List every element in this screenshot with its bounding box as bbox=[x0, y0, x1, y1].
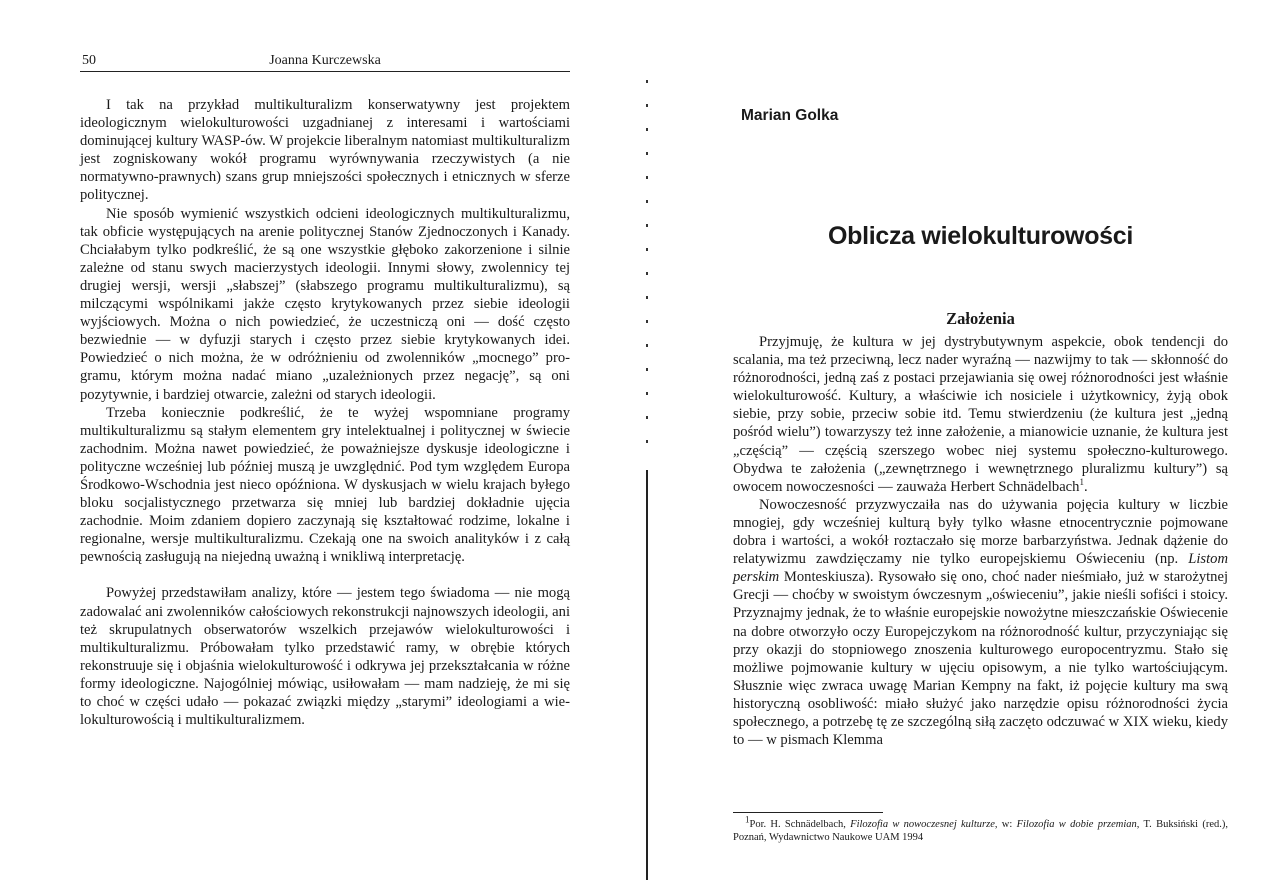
gutter-mark bbox=[646, 320, 648, 323]
gutter-mark bbox=[646, 200, 648, 203]
footnote-text bbox=[733, 814, 1229, 844]
gutter-mark bbox=[646, 272, 648, 275]
gutter-mark bbox=[646, 392, 648, 395]
section-heading: Założenia bbox=[946, 309, 1015, 328]
right-page-body bbox=[733, 333, 1228, 749]
gutter-mark bbox=[646, 128, 648, 131]
footnote-italic-title: Filozofia w nowoczesnej kulturze bbox=[850, 819, 995, 830]
gutter-binding-line bbox=[646, 470, 648, 880]
book-title-italic: Listom perskim bbox=[733, 551, 1228, 586]
running-head bbox=[80, 51, 570, 72]
running-head-author: Joanna Kurczewska bbox=[269, 53, 381, 68]
paragraph: Powyżej przedstawiłam analizy, które — jestem tego świadoma — nie mogą zadowalać ani zwolenników całościowych rekonstrukcji najnowszych ideologii, ani też skrupulatnych obserwatorów wszelkich przejawów wielokulturowości i multikulturalizmu. Próbowałam tylko przedstawić ramy, w obrębie których rekonstruuje się i objaśnia wielokulturowość i odkrywa jej przekształcania w różne formy ideologiczne. Najogólniej mówiąc, usiłowałam — mam nadzieję, że mi się to choć w części udało — pokazać związki między „starymi” ideologiami a wielokulturowością i multikulturalizmem. bbox=[80, 585, 570, 729]
gutter-mark bbox=[646, 248, 648, 251]
article-title: Oblicza wielokulturowości bbox=[827, 222, 1134, 250]
footnote-suffix: , T. Buksiński (red.), Poznań, Wydawnictwo Naukowe UAM 1994 bbox=[733, 819, 1229, 843]
gutter-mark bbox=[646, 176, 648, 179]
paragraph: I tak na przykład multikulturalizm konserwatywny jest projektem ideologicznym wielokulturowości uzgadnianej z interesami i wartościami dominującej kultury WASP-ów. W projekcie liberalnym natomiast multikulturalizm jest zogniskowany wokół programu wyrównywania rzeczywistych (a nie normatywno-prawnych) szans grup mniejszości społecznych i etnicznych w sferze politycznej. bbox=[80, 97, 570, 204]
page-number: 50 bbox=[82, 53, 96, 68]
paragraph-text: . bbox=[1083, 478, 1088, 495]
footnote-divider bbox=[733, 812, 883, 813]
page-gutter-binding bbox=[644, 80, 650, 880]
gutter-mark bbox=[646, 224, 648, 227]
gutter-mark bbox=[646, 104, 648, 107]
paragraph bbox=[733, 496, 1228, 749]
paragraph-text: Przyjmuję, że kultura w jej dystrybutywnym aspekcie, obok tendencji do scalania, ma też przeciwną, lecz nader wyraźną — nazwijmy to tak — skłonność do różnorodności, jedną zaś z postaci przejawiania się owej różnorodności jest właśnie wielokulturowość. Kultury, a właściwie ich nosiciele i użytkownicy, żyją obok siebie, przy sobie, przeciw sobie itd. Temu stwierdzeniu (że kultura jest „jedną pośród wielu”) towarzyszy też inne założenie, a mianowicie uznanie, że kultura jest „częścią” — częścią szerszego wobec niej systemu społeczno-kulturowego. Obydwa te założenia („zewnętrznego i wewnętrznego pluralizmu kultury”) są owocem nowoczesności — zauważa Herbert Schnädelbach bbox=[733, 334, 1228, 495]
footnote-separator: , w: bbox=[994, 819, 1017, 830]
gutter-mark bbox=[646, 440, 648, 443]
footnote-italic-title: Filozofia w dobie przemian bbox=[1016, 819, 1137, 830]
gutter-mark bbox=[646, 152, 648, 155]
gutter-mark bbox=[646, 368, 648, 371]
left-page-body bbox=[80, 96, 570, 729]
paragraph-text: Monteskiusza). Rysowało się ono, choć nader nieśmiało, już w starożytnej Grecji — choćby w swoistym ówczesnym „oświeceniu”, jakie nieśli sofiści i stoicy. Przyznajmy jednak, że to właśnie europejskie nowożytne mieszczańskie Oświecenie na dobre otworzyło oczy Europejczykom na różnorodność kultur, przyczyniając się przy okazji do stopniowego znoszenia kulturowego europocentryzmu. Stało się możliwe pojmowanie kultury w ujęciu opisowym, a nie tylko wartościującym. Słusznie więc zwraca uwagę Marian Kempny na fakt, iż pojęcie kultury ma swą historyczną osobliwość: miało służyć jako narzędzie opisu różnorodności życia społecznego, a potrzebę tę ze szczególną siłą zaczęto odczuwać w XIX wieku, kiedy to — w pismach Klemma bbox=[733, 569, 1228, 749]
paragraph: Trzeba koniecznie podkreślić, że te wyżej wspomniane programy multikulturalizmu są stałym elementem gry intelektualnej i politycznej w świecie zachodnim. Można nawet powiedzieć, że poważniejsze dyskusje ideologiczne i polityczne wcześniej lub później muszą je uwzględnić. Pod tym względem Europa Środkowo-Wschodnia jest nieco opóźniona. W dyskusjach w wielu krajach byłego bloku socjalistycznego przetwarza się mniej lub bardziej dokładnie ujęcia zachodnie. Moim zdaniem dopiero zaczynają się kształtować rodzime, lokalne i regionalne, wersje multikulturalizmu. Czekają one na swoich analityków i z całą pewnością zasługują na niejedną uważną i wnikliwą interpretację. bbox=[80, 404, 570, 566]
gutter-mark bbox=[646, 344, 648, 347]
gutter-mark bbox=[646, 80, 648, 83]
paragraph-text: Nowoczesność przyzwyczaiła nas do używania pojęcia kultury w liczbie mnogiej, gdy wcześniej kulturą były tylko własne etnocentrycznie pojmowane dobra i wartości, a wokół roztaczało się morze barbarzyństwa. Jednak dążenie do relatywizmu zawdzięczamy nie tylko europejskiemu Oświeceniu (np. bbox=[733, 496, 1228, 568]
footnote-prefix: Por. H. Schnädelbach, bbox=[749, 819, 851, 830]
gutter-mark bbox=[646, 296, 648, 299]
paragraph: Nie sposób wymienić wszystkich odcieni ideologicznych multikulturalizmu, tak obficie występujących na arenie politycznej Stanów Zjednoczonych i Kanady. Chciałabym tylko podkreślić, że są one wszystkie głęboko zakorzenione i silnie zależne od stanu swych macierzystych ideologii. Innymi słowy, zwolennicy tej drugiej wersji, wersji „słabszej” (słabszego programu multikulturalizmu), są milczącymi wspólnikami jakże często krytykowanych przez siebie ideologii wyjściowych. Można o nich powiedzieć, że uczestniczą oni — dość często bezwiednie — w dyfuzji starych i często przez siebie krytykowanych idei. Powiedzieć o nich można, że w odróżnieniu od zwolenników „mocnego” programu, którym można nadać miano „uzależnionych przez negację”, są oni pozytywnie, i bardziej otwarcie, zależni od starych ideologii. bbox=[80, 205, 570, 403]
footnote bbox=[733, 814, 1229, 844]
gutter-mark bbox=[646, 416, 648, 419]
article-author: Marian Golka bbox=[741, 107, 839, 124]
footnote-marker: 1 bbox=[745, 814, 750, 825]
footnote-reference[interactable]: 1 bbox=[1079, 476, 1084, 487]
paragraph bbox=[733, 333, 1228, 496]
